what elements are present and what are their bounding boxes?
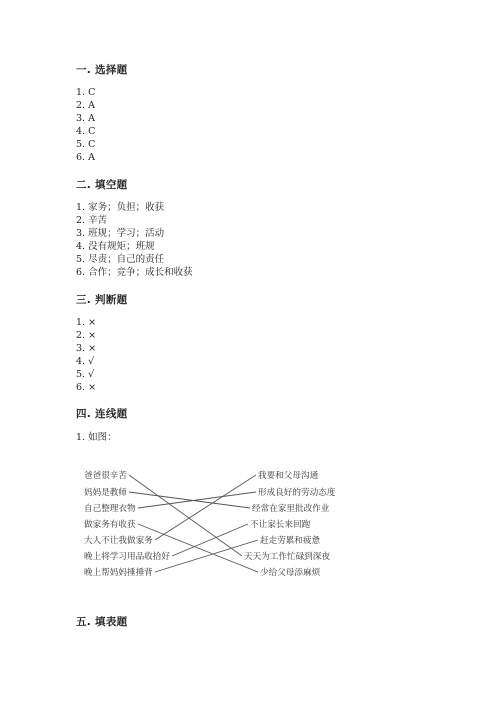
left-item-3: 自己整理衣物 (84, 504, 136, 514)
tf-answer-5: 5. √ (76, 369, 95, 380)
right-item-5: 赶走劳累和疲惫 (260, 536, 321, 546)
section-title-matching: 四. 连线题 (76, 408, 128, 420)
choice-answer-3: 3. A (76, 113, 95, 124)
fill-answer-5: 5. 尽责；自己的责任 (76, 254, 165, 265)
left-item-1: 爸爸很辛苦 (84, 471, 127, 481)
fill-answer-2: 2. 辛苦 (76, 215, 108, 226)
section-title-fill-blank: 二. 填空题 (76, 179, 128, 191)
tf-answer-4: 4. √ (76, 356, 95, 367)
matching-connector-2 (129, 492, 250, 508)
choice-answer-5: 5. C (76, 139, 96, 150)
left-item-7: 晚上帮妈妈捶捶背 (84, 568, 153, 578)
choice-answer-2: 2. A (76, 100, 95, 111)
right-item-2: 形成良好的劳动态度 (258, 488, 336, 498)
tf-answer-2: 2. × (76, 330, 97, 341)
choice-answer-1: 1. C (76, 87, 96, 98)
tf-answer-1: 1. × (76, 317, 97, 328)
matching-connector-6 (172, 524, 248, 556)
left-item-4: 做家务有收获 (84, 520, 136, 530)
left-item-5: 大人不让我做家务 (84, 536, 153, 546)
fill-answer-6: 6. 合作；竞争；成长和收获 (76, 267, 193, 278)
right-item-4: 不让家长来回跑 (250, 520, 311, 530)
section-title-table: 五. 填表题 (76, 616, 128, 628)
fill-answer-3: 3. 班规；学习；活动 (76, 228, 165, 239)
section-title-true-false: 三. 判断题 (76, 294, 128, 306)
choice-answer-6: 6. A (76, 152, 95, 163)
fill-answer-1: 1. 家务；负担；收获 (76, 202, 165, 213)
right-item-3: 经常在家里批改作业 (252, 504, 330, 514)
choice-answer-4: 4. C (76, 126, 96, 137)
tf-answer-3: 3. × (76, 343, 97, 354)
left-item-6: 晚上将学习用品收拾好 (84, 552, 170, 562)
matching-connector-4 (138, 524, 258, 572)
matching-connector-7 (155, 540, 258, 572)
tf-answer-6: 6. × (76, 382, 97, 393)
right-item-6: 天天为工作忙碌到深夜 (244, 552, 330, 562)
right-item-7: 少给父母添麻烦 (260, 568, 321, 578)
matching-intro: 1. 如图： (76, 432, 117, 443)
section-title-choice: 一. 选择题 (76, 64, 128, 76)
fill-answer-4: 4. 没有规矩；班规 (76, 241, 155, 252)
left-item-2: 妈妈是教师 (84, 488, 127, 498)
right-item-1: 我要和父母沟通 (258, 471, 319, 481)
